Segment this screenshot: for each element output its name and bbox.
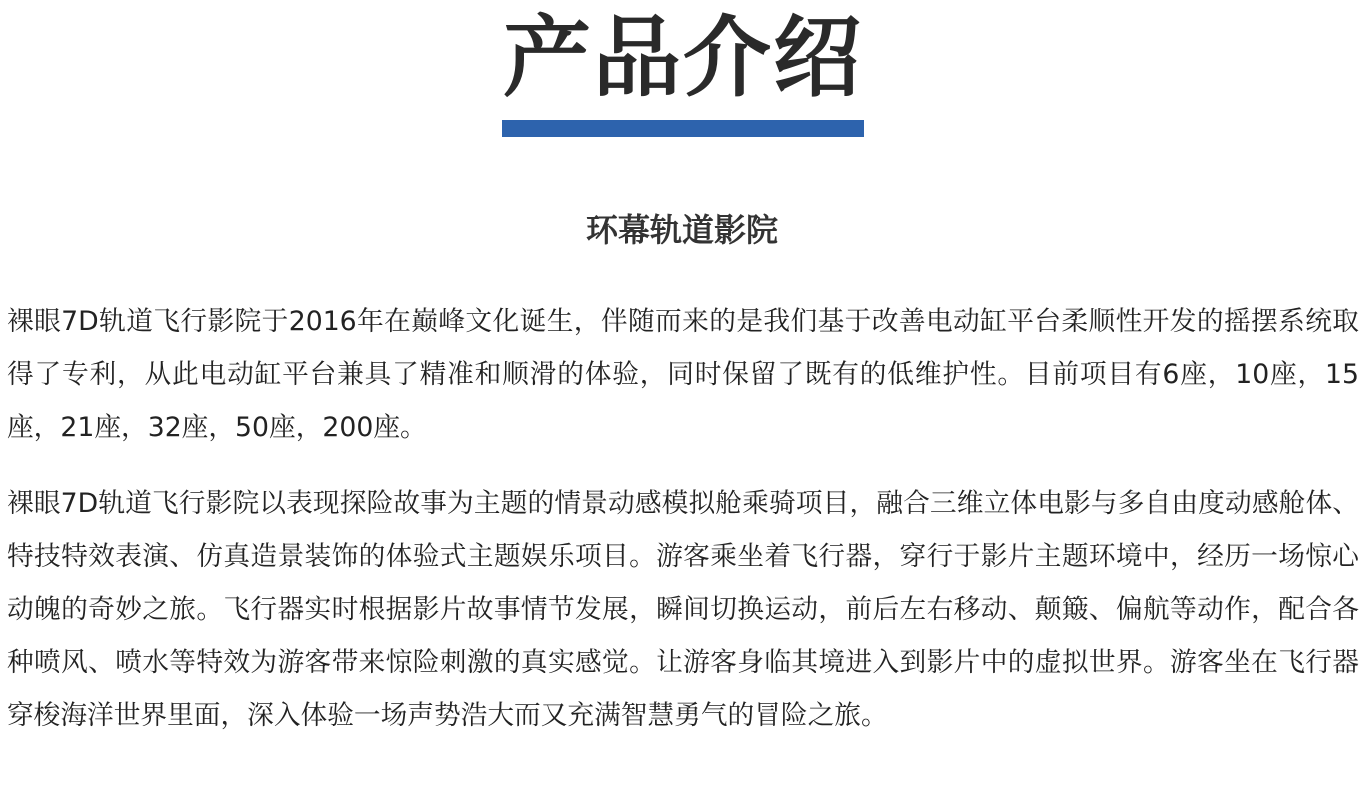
paragraph-description: 裸眼7D轨道飞行影院以表现探险故事为主题的情景动感模拟舱乘骑项目，融合三维立体电影与多自由度动感舱体、特技特效表演、仿真造景装饰的体验式主题娱乐项目。游客乘坐着飞行器，穿行于影片主题环境中，经历一场惊心动魄的奇妙之旅。飞行器实时根据影片故事情节发展，瞬间切换运动，前后左右移动、颠簸、偏航等动作，配合各种喷风、喷水等特效为游客带来惊险刺激的真实感觉。让游客身临其境进入到影片中的虚拟世界。游客坐在飞行器穿梭海洋世界里面，深入体验一场声势浩大而又充满智慧勇气的冒险之旅。 bbox=[7, 488, 1359, 731]
page-title: 产品介绍 bbox=[502, 6, 863, 109]
paragraph-intro: 裸眼7D轨道飞行影院于2016年在巅峰文化诞生，伴随而来的是我们基于改善电动缸平台柔顺性开发的摇摆系统取得了专利，从此电动缸平台兼具了精准和顺滑的体验，同时保留了既有的低维护性。目前项目有6座，10座，15座，21座，32座，50座，200座。 bbox=[7, 306, 1359, 443]
title-underline bbox=[502, 120, 864, 137]
page-header bbox=[0, 0, 1364, 145]
section-title: 环幕轨道影院 bbox=[585, 211, 778, 249]
